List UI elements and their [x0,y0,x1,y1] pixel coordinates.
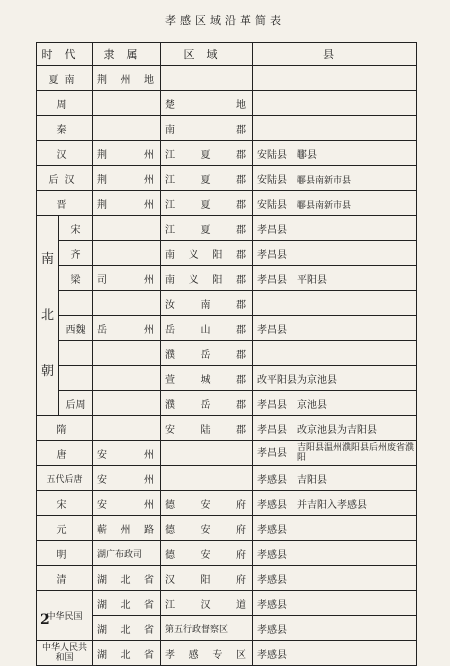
table-row [37,166,417,191]
era-nanbeichao-char: 北 [41,307,55,323]
xian-cell [253,66,417,91]
county-primary: 孝昌县 [257,424,287,436]
xian-cell [253,441,417,466]
lishu-cell: 安州 [93,466,161,491]
xian-cell [253,91,417,116]
quyu-cell: 南义阳郡 [161,241,253,266]
lishu-cell [93,366,161,391]
table-row [37,66,417,91]
era-nanbeichao-char: 朝 [41,363,55,379]
quyu-cell: 南郡 [161,116,253,141]
xian-cell: 改平阳县为京池县 [253,366,417,391]
header-lishu: 隶属 [93,43,161,66]
table-row [37,516,417,541]
quyu-cell: 江汉道 [161,591,253,616]
lishu-cell: 湖北省 [93,616,161,641]
era-cell: 汉 [37,141,93,166]
lishu-cell [93,341,161,366]
xian-cell [253,116,417,141]
xian-cell [253,166,417,191]
lishu-cell: 荆州 [93,191,161,216]
xian-cell [253,191,417,216]
table-row [37,441,417,466]
quyu-cell: 楚地 [161,91,253,116]
xian-cell [253,341,417,366]
lishu-cell [93,241,161,266]
era-cell: 清 [37,566,93,591]
xian-cell: 孝昌县 [253,216,417,241]
quyu-cell: 德安府 [161,541,253,566]
table-row [37,141,417,166]
era-cell: 唐 [37,441,93,466]
county-primary: 孝昌县 [257,399,287,411]
table-row [37,541,417,566]
quyu-cell: 江夏郡 [161,191,253,216]
sub-era-cell [59,291,93,316]
table-row [37,291,417,316]
quyu-cell: 德安府 [161,491,253,516]
quyu-cell: 第五行政督察区 [161,616,253,641]
quyu-cell: 濮岳郡 [161,391,253,416]
sub-era-cell [59,366,93,391]
sub-era-cell: 西魏 [59,316,93,341]
county-primary: 安陆县 [257,199,287,211]
county-primary: 孝感县 [257,499,287,511]
sub-era-cell: 后周 [59,391,93,416]
lishu-cell: 安州 [93,491,161,516]
county-secondary: 京池县 [297,399,327,411]
sub-era-cell: 宋 [59,216,93,241]
lishu-cell: 湖北省 [93,641,161,666]
table-row [37,466,417,491]
quyu-cell: 岳山郡 [161,316,253,341]
xian-cell: 孝感县 [253,616,417,641]
lishu-cell [93,391,161,416]
lishu-cell: 蕲州路 [93,516,161,541]
table-row [37,591,417,616]
era-cell: 夏南 [37,66,93,91]
table-row [37,91,417,116]
quyu-cell: 濮岳郡 [161,341,253,366]
xian-cell: 孝昌县 [253,241,417,266]
lishu-cell [93,291,161,316]
county-primary: 安陆县 [257,149,287,161]
county-secondary: 吉阳县温州濮阳县后州废省濮阳 [297,443,415,463]
xian-cell: 孝感县 [253,516,417,541]
table-row [37,216,417,241]
table-header-row [37,43,417,66]
sub-era-cell: 梁 [59,266,93,291]
county-secondary: 并吉阳入孝感县 [297,499,367,511]
xian-cell: 孝感县 [253,591,417,616]
sub-era-cell: 齐 [59,241,93,266]
lishu-cell: 荆州 [93,166,161,191]
xian-cell [253,416,417,441]
era-cell: 中华人民共和国 [37,641,93,666]
lishu-cell: 荆州 [93,141,161,166]
quyu-cell: 江夏郡 [161,216,253,241]
quyu-cell: 萱城郡 [161,366,253,391]
quyu-cell: 汝南郡 [161,291,253,316]
xian-cell: 孝昌县 [253,316,417,341]
table-row [37,316,417,341]
county-primary: 孝感县 [257,474,287,486]
lishu-cell: 湖广布政司 [93,541,161,566]
xian-cell [253,466,417,491]
era-cell: 五代后唐 [37,466,93,491]
county-secondary: 吉阳县 [297,474,327,486]
lishu-cell [93,91,161,116]
era-nanbeichao-char: 南 [41,251,55,267]
page-number: 2 [40,612,50,628]
quyu-cell [161,441,253,466]
lishu-cell: 湖北省 [93,591,161,616]
lishu-cell: 司州 [93,266,161,291]
table-row [37,116,417,141]
era-cell: 秦 [37,116,93,141]
quyu-cell: 德安府 [161,516,253,541]
era-cell: 宋 [37,491,93,516]
quyu-cell: 安陆郡 [161,416,253,441]
quyu-cell: 孝感专区 [161,641,253,666]
county-secondary: 鄳县南新市县 [297,175,352,186]
xian-cell: 孝感县 [253,541,417,566]
table-row [37,391,417,416]
sub-era-cell [59,341,93,366]
xian-cell [253,266,417,291]
lishu-cell: 岳州 [93,316,161,341]
era-cell: 明 [37,541,93,566]
quyu-cell: 江夏郡 [161,141,253,166]
table-row [37,616,417,641]
era-nanbeichao-cell [37,216,59,416]
lishu-cell [93,216,161,241]
county-secondary: 改京池县为吉阳县 [297,424,377,436]
table-row [37,491,417,516]
table-row [37,566,417,591]
table-row [37,416,417,441]
page-title: 孝感区域沿革简表 [165,14,285,27]
era-cell: 隋 [37,416,93,441]
quyu-cell: 江夏郡 [161,166,253,191]
era-cell: 晋 [37,191,93,216]
xian-cell [253,291,417,316]
county-primary: 孝昌县 [257,274,287,286]
county-primary: 孝昌县 [257,447,287,459]
lishu-cell [93,416,161,441]
quyu-cell [161,466,253,491]
xian-cell [253,391,417,416]
table-row [37,266,417,291]
table-row [37,366,417,391]
header-quyu: 区域 [161,43,253,66]
xian-cell: 孝感县 [253,641,417,666]
quyu-cell [161,66,253,91]
history-table [36,42,417,666]
lishu-cell [93,116,161,141]
county-secondary: 鄳县 [297,149,317,161]
xian-cell [253,141,417,166]
county-secondary: 平阳县 [297,274,327,286]
header-xian: 县 [253,43,417,66]
quyu-cell: 汉阳府 [161,566,253,591]
table-row [37,641,417,666]
era-cell: 元 [37,516,93,541]
table-row [37,341,417,366]
era-cell: 中华民国 [37,591,93,641]
table-row [37,241,417,266]
lishu-cell: 安州 [93,441,161,466]
xian-cell: 孝感县 [253,566,417,591]
era-cell: 周 [37,91,93,116]
county-secondary: 鄳县南新市县 [297,200,352,211]
lishu-cell: 荆州地 [93,66,161,91]
header-era: 时代 [37,43,93,66]
era-cell: 后汉 [37,166,93,191]
quyu-cell: 南义阳郡 [161,266,253,291]
table-row [37,191,417,216]
xian-cell [253,491,417,516]
lishu-cell: 湖北省 [93,566,161,591]
county-primary: 安陆县 [257,174,287,186]
